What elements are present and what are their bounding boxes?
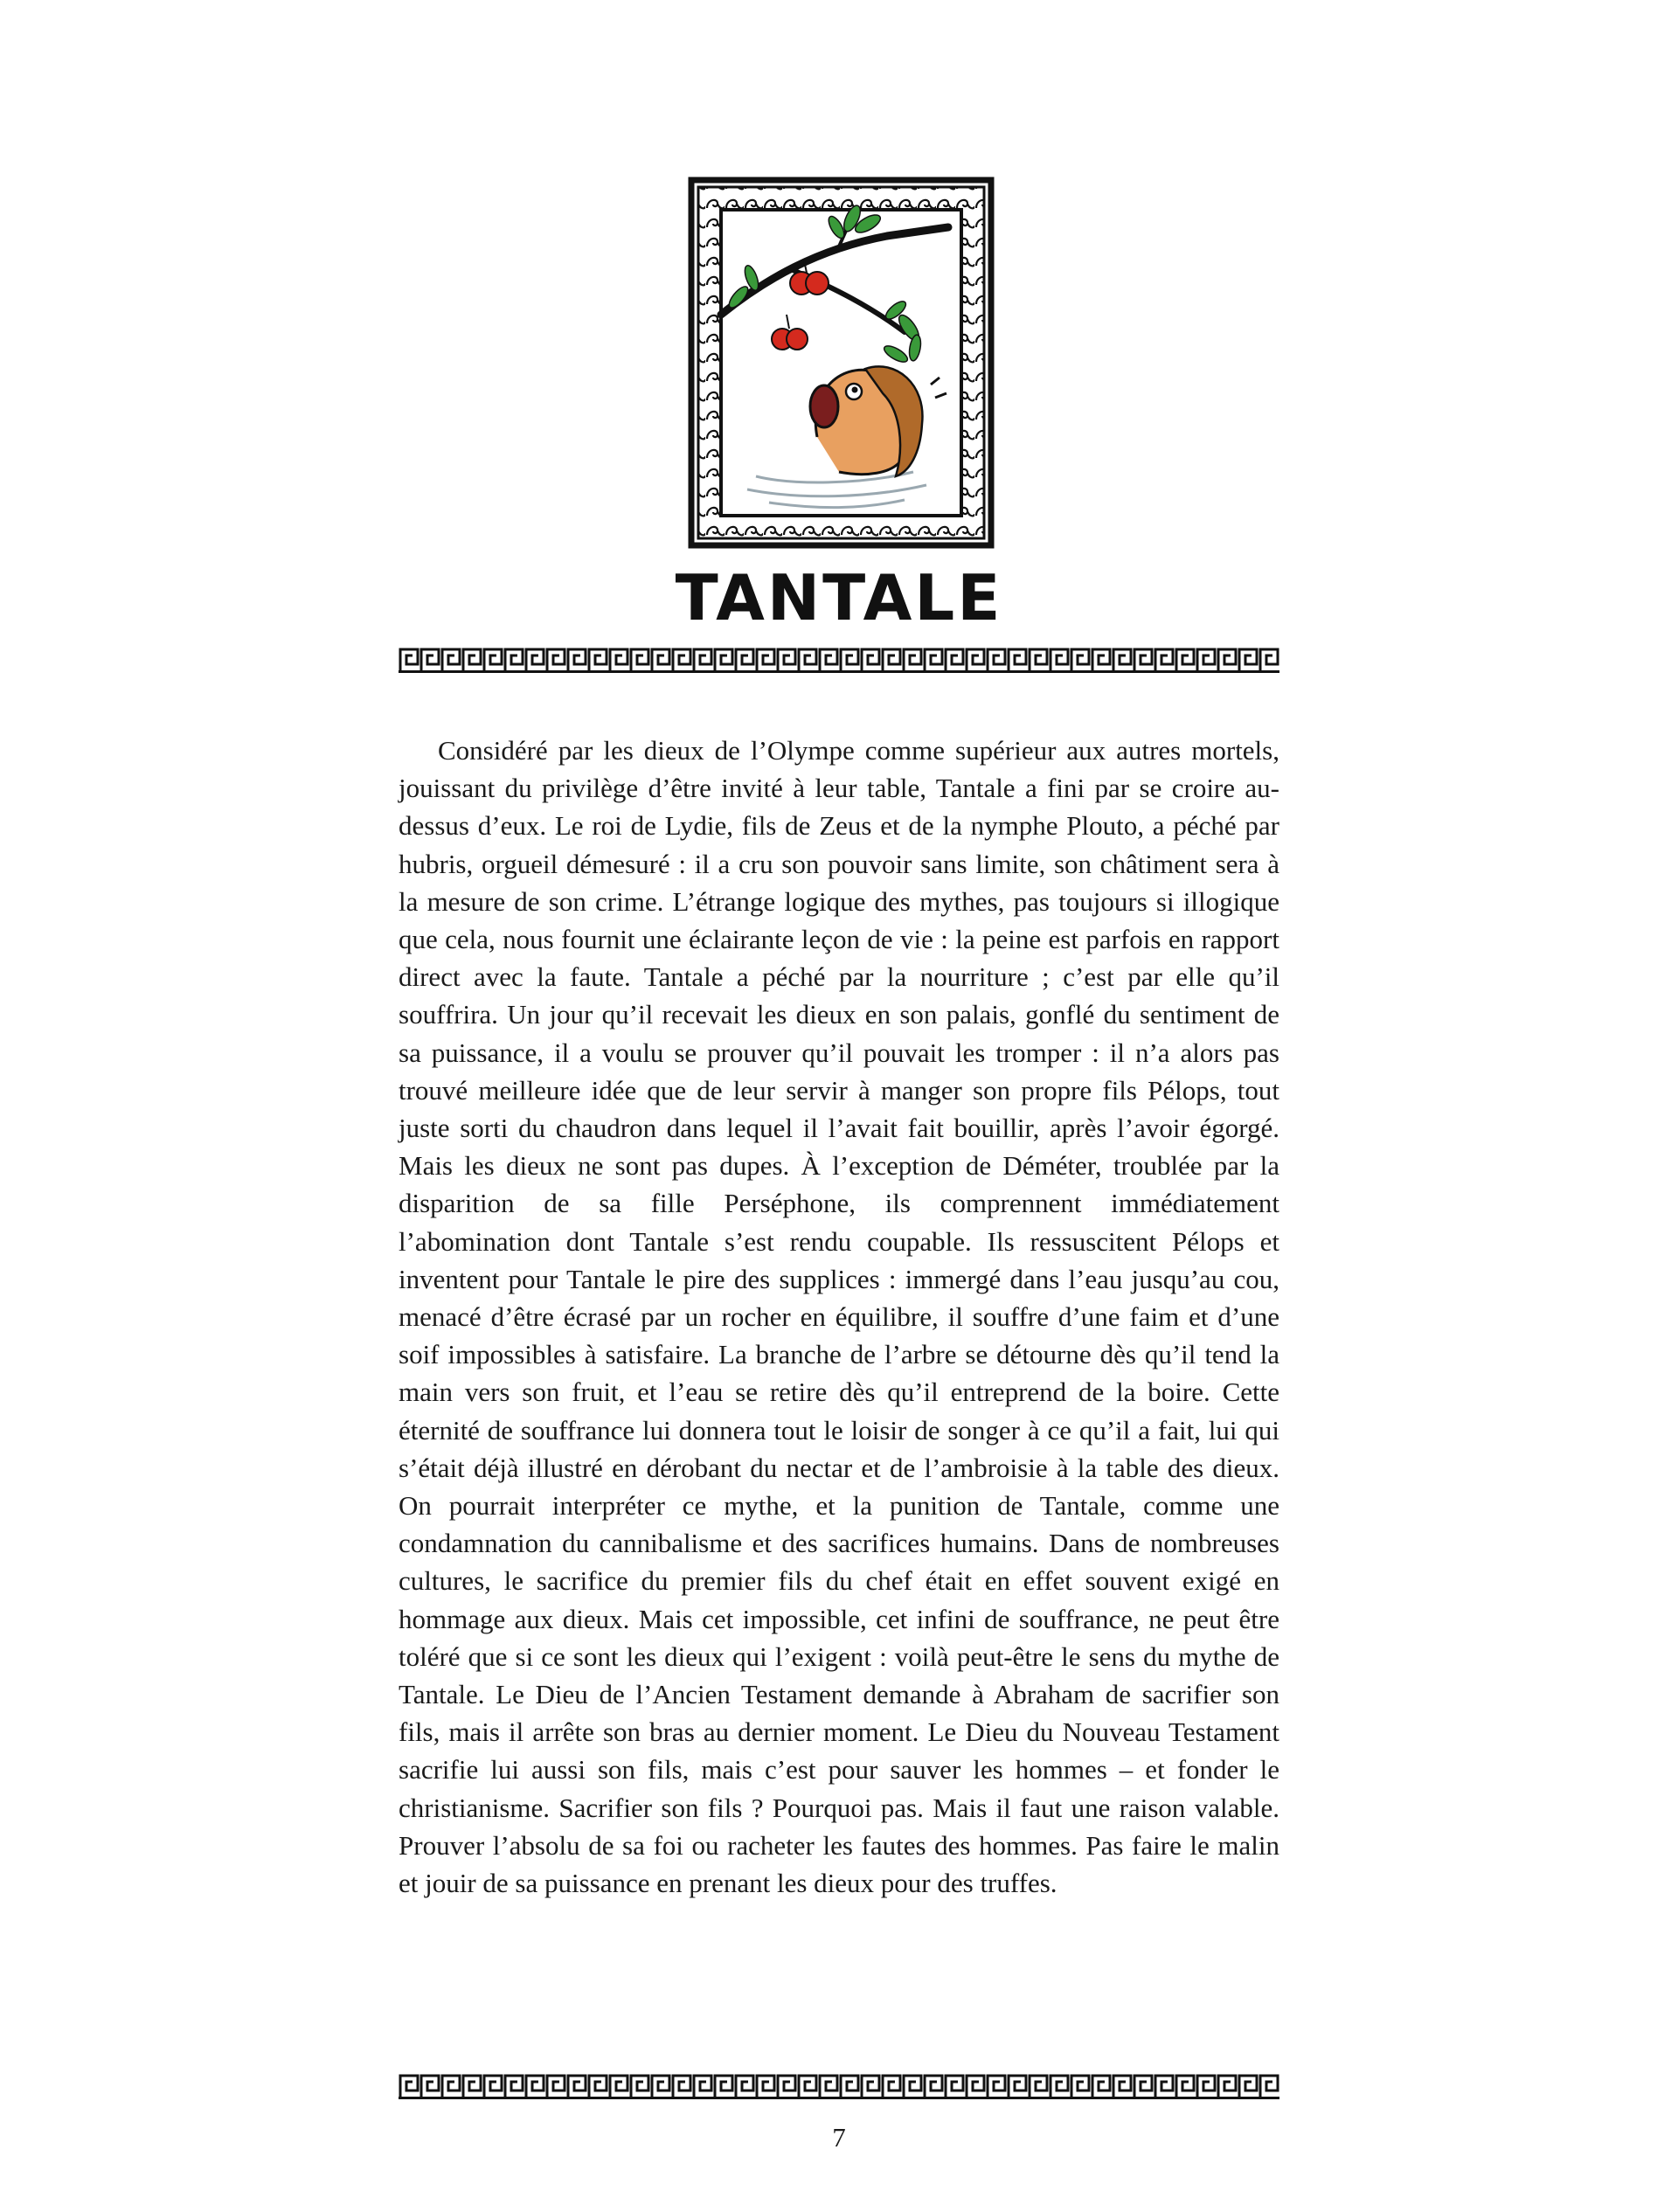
tantalus-illustration-icon (686, 175, 996, 551)
page-title: TANTALE (675, 561, 1003, 634)
page-number: 7 (832, 2122, 846, 2153)
greek-key-border-top-icon (399, 647, 1279, 673)
greek-key-border-bottom-icon (399, 2073, 1279, 2099)
article-body: Considéré par les dieux de l’Olympe comme supérieur aux autres mortels, jouissant du privilège d’être invité à leur table, Tantale a fini par se croire au-dessus d’eux. Le roi de Lydie, fils de Zeus et de la nymphe Plouto, a péché par hubris, orgueil démesuré : il a cru son pouvoir sans limite, son châtiment sera à la mesure de son crime. L’étrange logique des mythes, pas toujours si illogique que cela, nous fournit une éclairante leçon de vie : la peine est parfois en rapport direct avec la faute. Tantale a péché par la nourriture ; c’est par elle qu’il souffrira. Un jour qu’il recevait les dieux en son palais, gonflé du sentiment de sa puissance, il a voulu se prouver qu’il pouvait les tromper : il n’a alors pas trouvé meilleure idée que de leur servir à manger son propre fils Pélops, tout juste sorti du chaudron dans lequel il l’avait fait bouillir, après l’avoir égorgé. Mais les dieux ne sont pas dupes. À l’exception de Déméter, troublée par la disparition de sa fille Perséphone, ils comprennent immédiatement l’abomination dont Tantale s’est rendu coupable. Ils ressuscitent Pélops et inventent pour Tantale le pire des supplices : immergé dans l’eau jusqu’au cou, menacé d’être écrasé par un rocher en équilibre, il souffre d’une faim et d’une soif impossibles à satisfaire. La branche de l’arbre se détourne dès qu’il tend la main vers son fruit, et l’eau se retire dès qu’il entreprend de la boire. Cette éternité de souffrance lui donnera tout le loisir de songer à ce qu’il a fait, lui qui s’était déjà illustré en dérobant du nectar et de l’ambroisie à la table des dieux. On pourrait interpréter ce mythe, et la punition de Tantale, comme une condamnation du cannibalisme et des sacrifices humains. Dans de nombreuses cultures, le sacrifice du premier fils du chef était en effet souvent exigé en hommage aux dieux. Mais cet impossible, cet infini de souffrance, ne peut être toléré que si ce sont les dieux qui l’exigent : voilà peut-être le sens du mythe de Tantale. Le Dieu de l’Ancien Testament demande à Abraham de sacrifier son fils, mais il arrête son bras au dernier moment. Le Dieu du Nouveau Testament sacrifie lui aussi son fils, mais c’est pour sauver les hommes – et fonder le christianisme. Sacrifier son fils ? Pourquoi pas. Mais il faut une raison valable. Prouver l’absolu de sa foi ou racheter les fautes des hommes. Pas faire le malin et jouir de sa puissance en prenant les dieux pour des truffes. (399, 735, 1279, 1899)
